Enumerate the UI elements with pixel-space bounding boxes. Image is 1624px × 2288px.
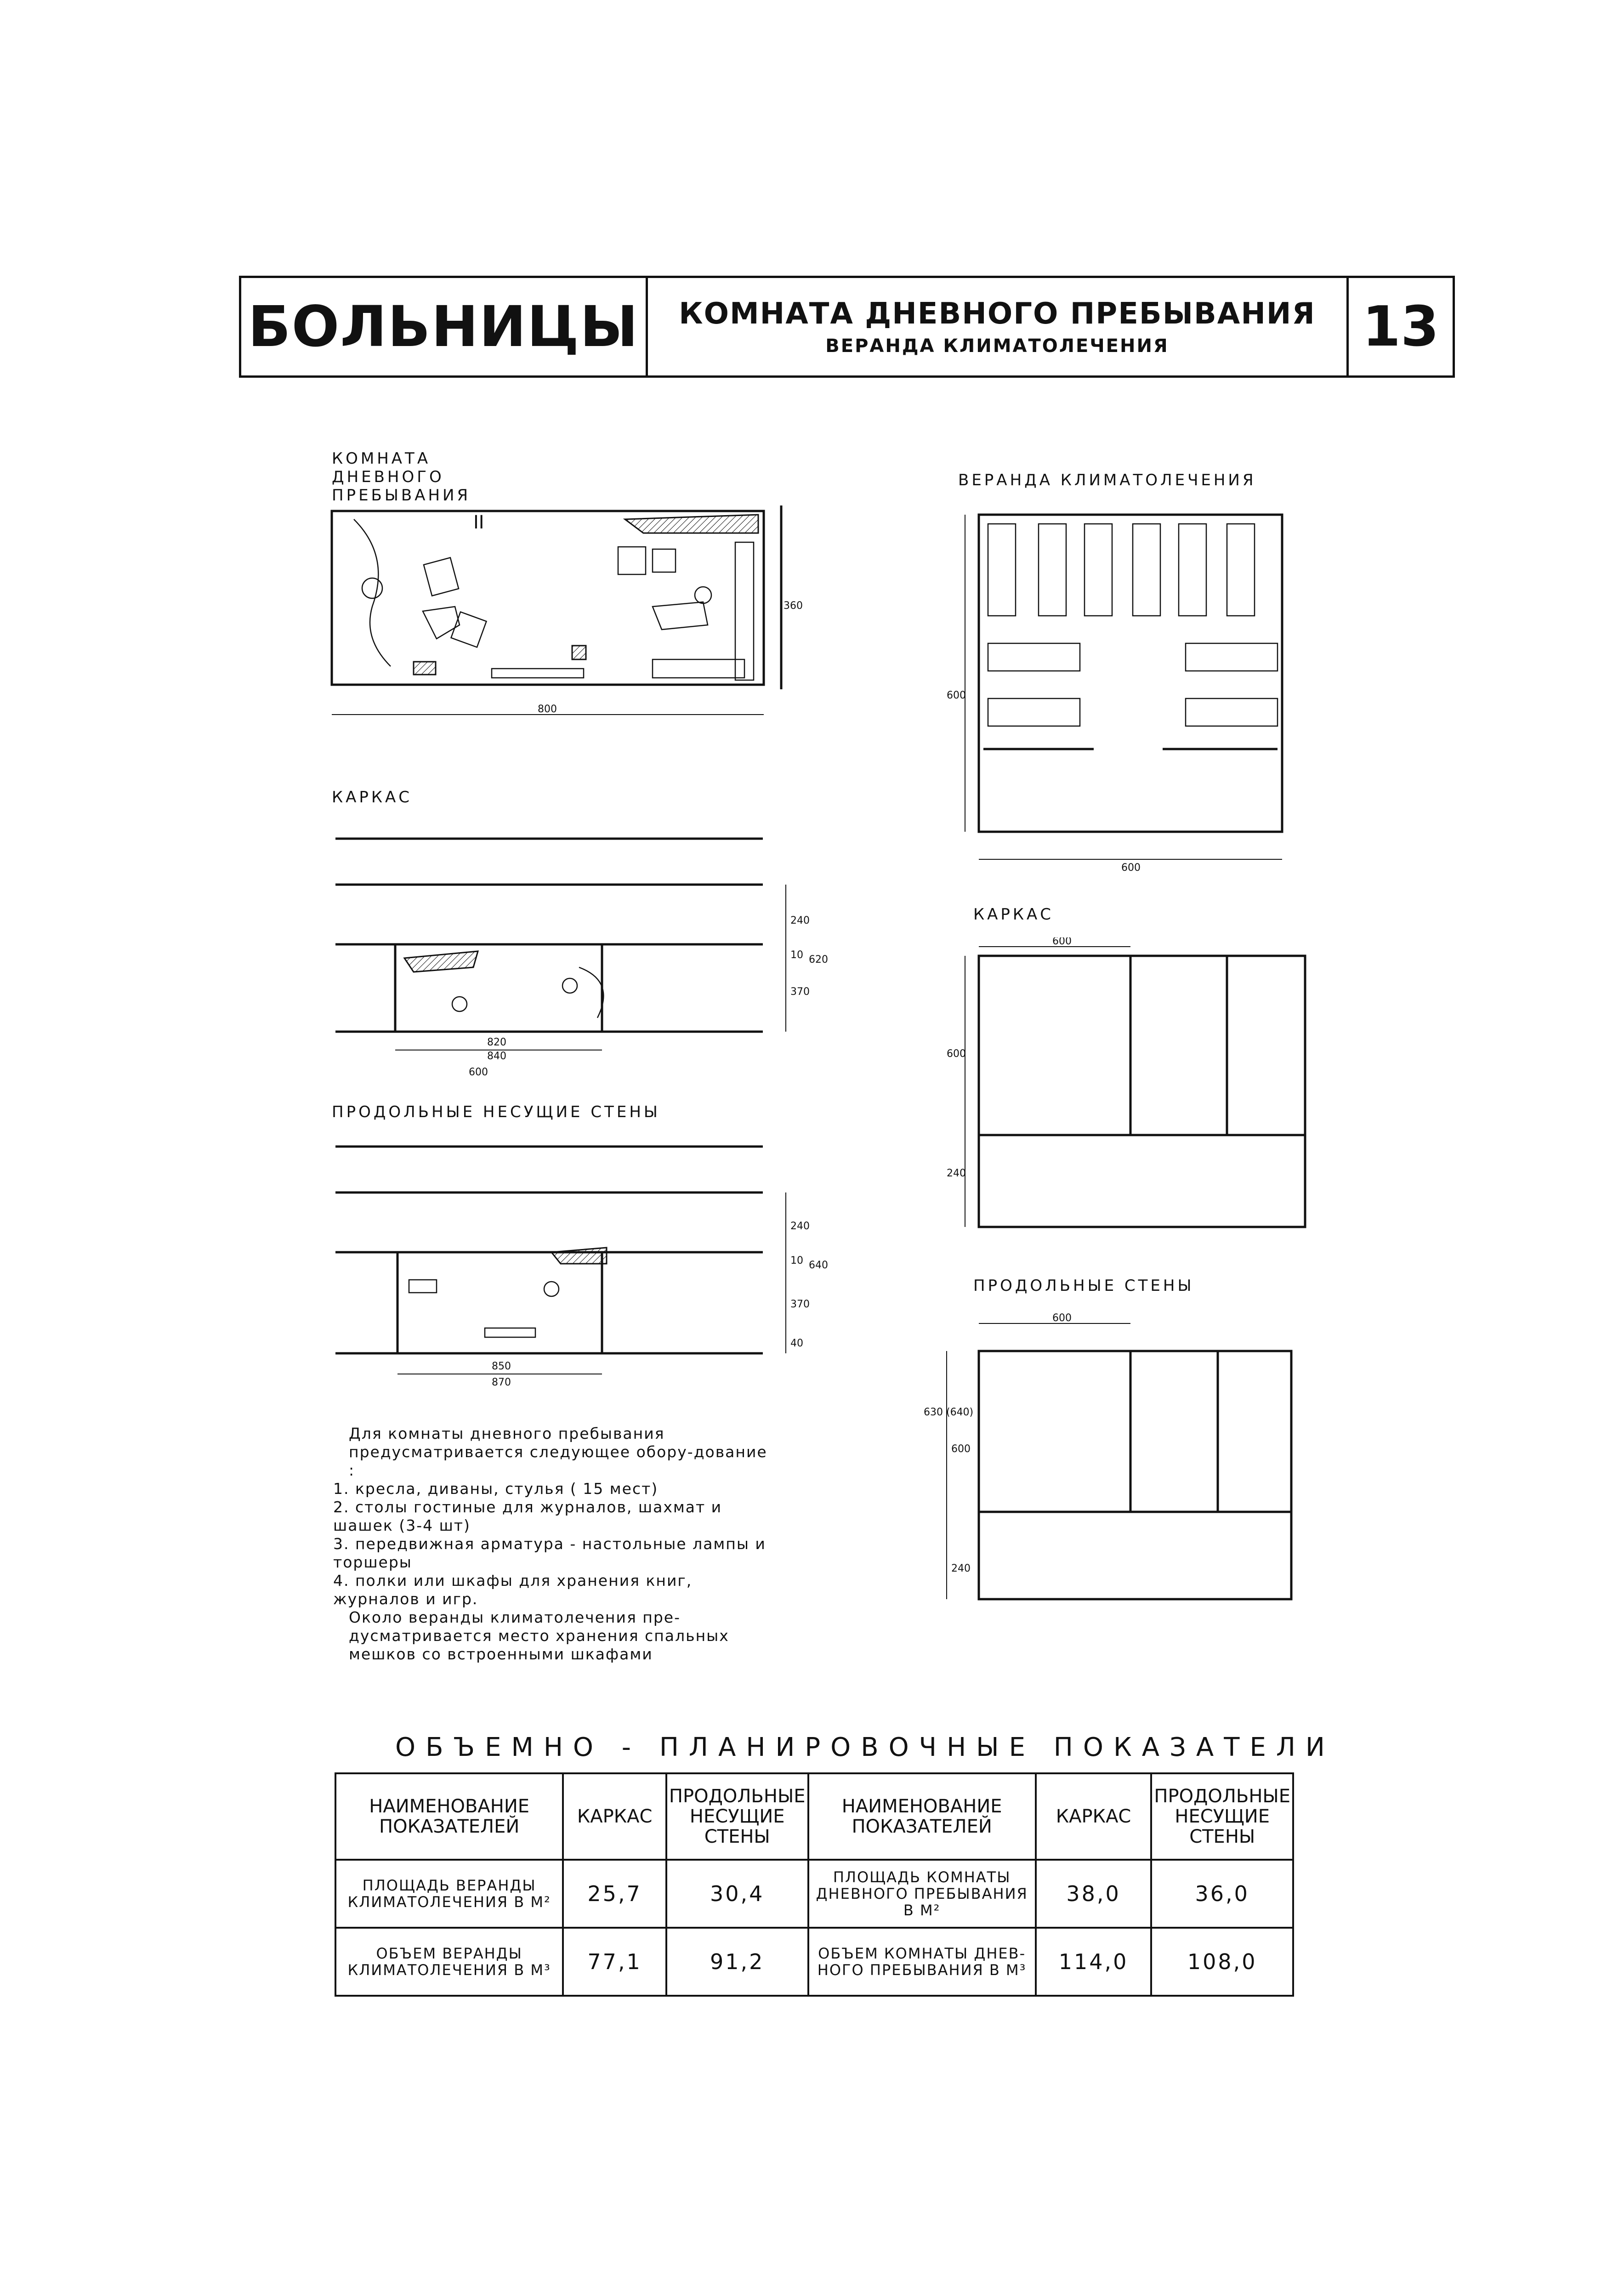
- walls-right-dim-240: 240: [951, 1563, 971, 1574]
- row2-walls-1: 91,2: [666, 1928, 808, 1996]
- notes-item-3: 3. передвижная арматура - настольные лампы и торшеры: [333, 1535, 766, 1571]
- cabinet-hatched: [625, 515, 758, 533]
- bed: [1039, 524, 1066, 616]
- table-title: ОБЪЕМНО - ПЛАНИРОВОЧНЫЕ ПОКАЗАТЕЛИ: [395, 1732, 1335, 1762]
- label-day-room: КОМНАТА ДНЕВНОГО ПРЕБЫВАНИЯ: [332, 449, 471, 505]
- bed: [1186, 643, 1278, 671]
- bed: [988, 643, 1080, 671]
- col-header-name-2: НАИМЕНОВАНИЕ ПОКАЗАТЕЛЕЙ: [808, 1773, 1036, 1860]
- radiator-1: [414, 662, 436, 675]
- cabinet-hatched: [404, 951, 478, 972]
- label-veranda: ВЕРАНДА КЛИМАТОЛЕЧЕНИЯ: [958, 471, 1256, 489]
- chair: [544, 1282, 559, 1296]
- dim-240: 240: [790, 915, 810, 926]
- table-3: [653, 602, 708, 630]
- bed: [988, 698, 1080, 726]
- walls-outline: [979, 1351, 1291, 1599]
- col-header-name-1: НАИМЕНОВАНИЕ ПОКАЗАТЕЛЕЙ: [335, 1773, 563, 1860]
- room-outline: [332, 511, 764, 685]
- bed: [1227, 524, 1255, 616]
- dim-870: 870: [492, 1377, 511, 1388]
- row2-frame-2: 114,0: [1036, 1928, 1152, 1996]
- header-subtitle-block: [648, 278, 1349, 375]
- notes-intro: Для комнаты дневного пребывания предусматривается следующее обору-дование :: [349, 1425, 767, 1479]
- table-header-row: [335, 1773, 1293, 1860]
- chair: [452, 997, 467, 1011]
- walls-right-dim-600: 600: [951, 1443, 971, 1455]
- equipment-notes: [333, 1425, 774, 1663]
- bed: [1179, 524, 1206, 616]
- beds-row-top: [988, 524, 1255, 616]
- walls-plan-left: [322, 1137, 836, 1395]
- lamp-1: [362, 578, 382, 598]
- header-subtitle-sub: ВЕРАНДА КЛИМАТОЛЕЧЕНИЯ: [825, 335, 1169, 357]
- frame-plan-right: [937, 937, 1314, 1259]
- frame-plan-left: [322, 825, 836, 1082]
- chair: [562, 978, 577, 993]
- col-header-frame-1: КАРКАС: [563, 1773, 666, 1860]
- dim-370b: 370: [790, 1299, 810, 1310]
- dim-640: 640: [809, 1260, 828, 1271]
- veranda-plan: [937, 505, 1314, 873]
- row1-name-1: ПЛОЩАДЬ ВЕРАНДЫ КЛИМАТОЛЕЧЕНИЯ В М²: [335, 1860, 563, 1928]
- bed: [1085, 524, 1112, 616]
- walls-plan-right: [919, 1305, 1314, 1618]
- row2-name-1: ОБЪЕМ ВЕРАНДЫ КЛИМАТОЛЕЧЕНИЯ В М³: [335, 1928, 563, 1996]
- armchair-4: [653, 549, 676, 572]
- walls-right-dim-630: 630 (640): [924, 1407, 974, 1418]
- row1-walls-1: 30,4: [666, 1860, 808, 1928]
- armchair-2: [451, 612, 487, 647]
- dim-850: 850: [492, 1361, 511, 1372]
- veranda-dim-h: 600: [1121, 862, 1141, 873]
- header-title: БОЛЬНИЦЫ: [241, 278, 648, 375]
- row2-walls-2: 108,0: [1151, 1928, 1293, 1996]
- frame-right-dim-v2: 240: [947, 1168, 966, 1179]
- table-2: [423, 607, 460, 639]
- label-frame-left: КАРКАС: [332, 788, 413, 806]
- row2-name-2: ОБЪЕМ КОМНАТЫ ДНЕВ-НОГО ПРЕБЫВАНИЯ В М³: [808, 1928, 1036, 1996]
- row1-frame-1: 25,7: [563, 1860, 666, 1928]
- table-row: [335, 1928, 1293, 1996]
- dim-40: 40: [790, 1338, 803, 1349]
- row1-name-2: ПЛОЩАДЬ КОМНАТЫ ДНЕВНОГО ПРЕБЫВАНИЯ В М²: [808, 1860, 1036, 1928]
- veranda-dim-v: 600: [947, 690, 966, 701]
- shelf-unit: [653, 659, 744, 678]
- row1-frame-2: 38,0: [1036, 1860, 1152, 1928]
- header-subtitle-main: КОМНАТА ДНЕВНОГО ПРЕБЫВАНИЯ: [679, 297, 1316, 331]
- row1-walls-2: 36,0: [1151, 1860, 1293, 1928]
- sofa-curve: [579, 967, 603, 1018]
- table-row: [335, 1860, 1293, 1928]
- notes-item-2: 2. столы гостиные для журналов, шахмат и шашек (3-4 шт): [333, 1498, 722, 1534]
- col-header-frame-2: КАРКАС: [1036, 1773, 1152, 1860]
- veranda-outline: [979, 515, 1282, 832]
- frame-right-dim-top: 600: [1052, 937, 1072, 947]
- dim-840: 840: [487, 1050, 506, 1062]
- notes-item-1: 1. кресла, диваны, стулья ( 15 мест): [333, 1480, 659, 1498]
- page-number: 13: [1362, 295, 1439, 359]
- label-walls-left: ПРОДОЛЬНЫЕ НЕСУЩИЕ СТЕНЫ: [332, 1103, 660, 1121]
- notes-item-4: 4. полки или шкафы для хранения книг, журналов и игр.: [333, 1572, 693, 1608]
- frame-right-dim-v1: 600: [947, 1048, 966, 1060]
- dim-10b: 10: [790, 1255, 803, 1266]
- bed: [1186, 698, 1278, 726]
- dim-370: 370: [790, 986, 810, 998]
- dim-800: 800: [538, 704, 557, 715]
- indicators-table: [335, 1772, 1294, 1997]
- label-walls-right: ПРОДОЛЬНЫЕ СТЕНЫ: [973, 1277, 1194, 1295]
- dim-360: 360: [784, 600, 803, 612]
- dim-620: 620: [809, 954, 828, 965]
- dim-820: 820: [487, 1037, 506, 1048]
- day-room-plan: [322, 501, 804, 740]
- armchair-1: [424, 557, 459, 596]
- frame-outline: [979, 956, 1305, 1227]
- cabinet-hatched: [551, 1248, 607, 1264]
- armchair-3: [618, 547, 646, 574]
- dim-240b: 240: [790, 1221, 810, 1232]
- col-header-walls-2: ПРОДОЛЬНЫЕ НЕСУЩИЕ СТЕНЫ: [1151, 1773, 1293, 1860]
- notes-outro: Около веранды климатолечения пре-дусматривается место хранения спальных мешков со встроенными шкафами: [349, 1608, 729, 1663]
- radiator-2: [572, 646, 586, 659]
- col-header-walls-1: ПРОДОЛЬНЫЕ НЕСУЩИЕ СТЕНЫ: [666, 1773, 808, 1860]
- bench: [492, 669, 584, 678]
- bench: [485, 1328, 535, 1337]
- sofa-curve: [354, 519, 391, 666]
- dim-600: 600: [469, 1067, 488, 1078]
- lamp-2: [695, 587, 711, 603]
- row2-frame-1: 77,1: [563, 1928, 666, 1996]
- bed: [1133, 524, 1160, 616]
- header-box: [239, 276, 1455, 378]
- table: [409, 1280, 437, 1293]
- walls-right-dim-top: 600: [1052, 1312, 1072, 1324]
- bed: [988, 524, 1016, 616]
- roman-two: II: [473, 512, 484, 533]
- label-frame-right: КАРКАС: [973, 905, 1054, 924]
- dim-10: 10: [790, 949, 803, 961]
